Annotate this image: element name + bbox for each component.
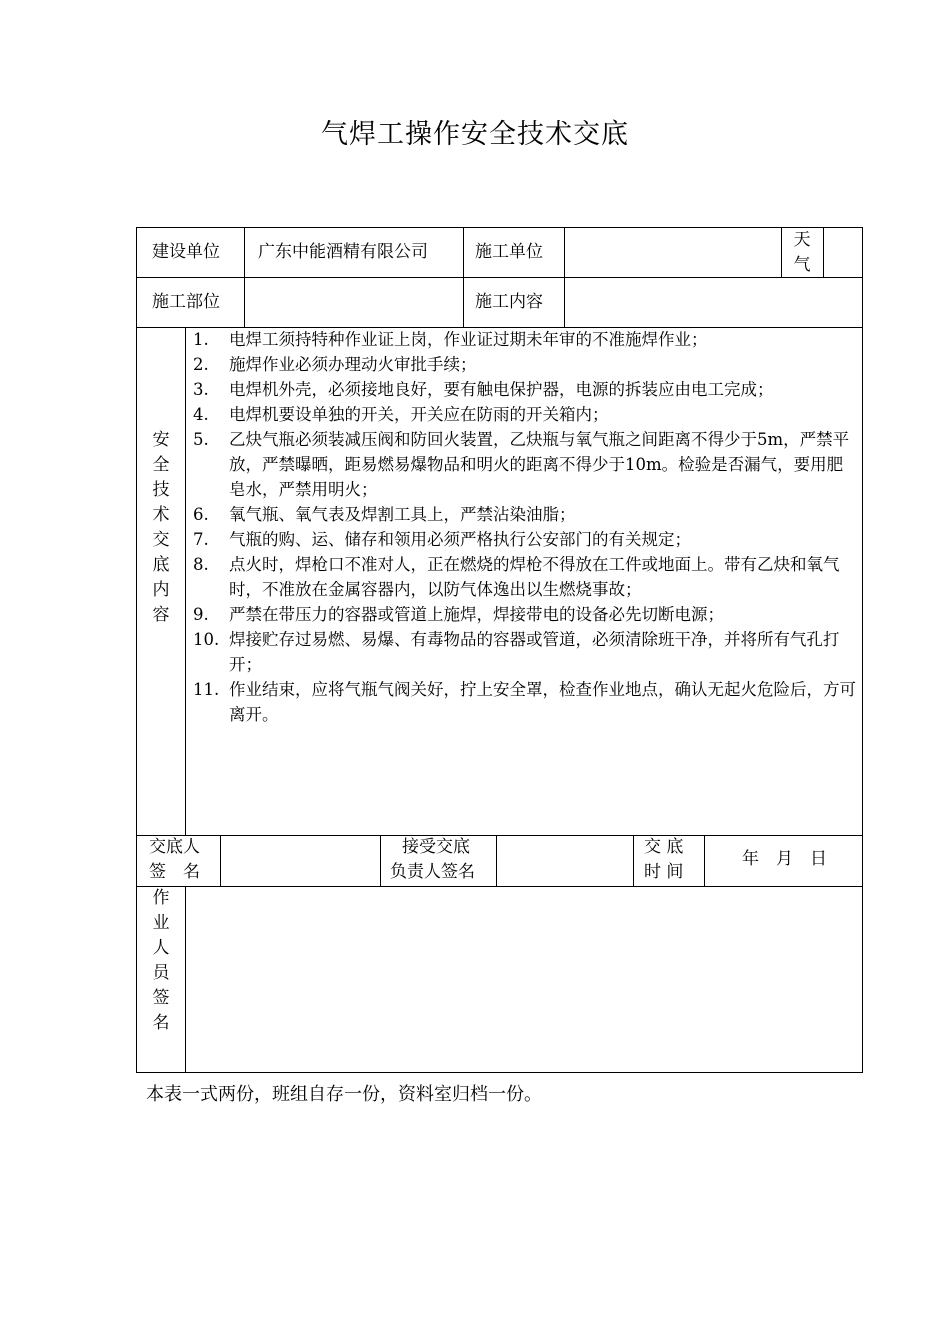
document-title: 气焊工操作安全技术交底 <box>321 119 629 150</box>
item-number: 3. <box>193 380 209 399</box>
safety-item-list <box>193 327 858 727</box>
item-text: 焊接贮存过易燃、易爆、有毒物品的容器或管道，必须清除班干净，并将所有气孔打开； <box>229 630 840 674</box>
item-number: 2. <box>193 355 209 374</box>
item-text: 严禁在带压力的容器或管道上施焊，焊接带电的设备必先切断电源； <box>229 605 724 624</box>
item-text: 施焊作业必须办理动火审批手续； <box>229 355 477 374</box>
disclosure-side-label: 安 全 技 术 交 底 内 容 <box>152 430 170 625</box>
date-field: 年 月 日 <box>742 849 827 869</box>
item-text: 电焊工须持特种作业证上岗，作业证过期未年审的不准施焊作业； <box>229 330 708 349</box>
list-item <box>193 502 858 527</box>
list-item <box>193 427 858 502</box>
item-number: 7. <box>193 530 209 549</box>
item-number: 6. <box>193 505 209 524</box>
table-rule <box>220 835 221 886</box>
table-rule <box>496 835 497 886</box>
item-number: 11. <box>193 680 220 699</box>
receiver-label-line1: 接受交底 <box>402 837 470 857</box>
table-rule <box>185 327 186 835</box>
discloser-label-line2: 签 名 <box>149 862 200 882</box>
list-item <box>193 552 858 602</box>
item-number: 1. <box>193 330 209 349</box>
table-rule <box>136 835 863 836</box>
part-label: 施工部位 <box>152 292 220 312</box>
table-rule <box>185 886 186 1073</box>
time-label-line2: 时 间 <box>644 862 684 882</box>
list-item <box>193 602 858 627</box>
item-number: 9. <box>193 605 209 624</box>
table-rule <box>136 886 863 887</box>
table-rule <box>244 227 245 327</box>
workers-side-label: 作 业 人 员 签 名 <box>152 888 170 1033</box>
table-rule <box>463 227 464 327</box>
item-text: 作业结束，应将气瓶气阀关好，拧上安全罩，检查作业地点，确认无起火危险后，方可离开。 <box>229 680 856 724</box>
discloser-label-line1: 交底人 <box>149 837 200 857</box>
owner-label: 建设单位 <box>152 242 220 262</box>
list-item <box>193 377 858 402</box>
time-label-line1: 交 底 <box>644 837 684 857</box>
table-rule <box>781 227 782 277</box>
table-rule <box>823 227 824 277</box>
item-number: 5. <box>193 430 209 449</box>
list-item <box>193 402 858 427</box>
item-number: 8. <box>193 555 209 574</box>
table-rule <box>136 277 863 278</box>
item-text: 电焊机要设单独的开关，开关应在防雨的开关箱内； <box>229 405 609 424</box>
list-item <box>193 677 858 727</box>
item-text: 乙炔气瓶必须装减压阀和防回火装置，乙炔瓶与氧气瓶之间距离不得少于5m，严禁平放，严禁曝晒，距易燃易爆物品和明火的距离不得少于10m。检验是否漏气，要用肥皂水，严禁用明火； <box>229 430 850 499</box>
table-rule <box>633 835 634 886</box>
table-rule <box>704 835 705 886</box>
footer-note: 本表一式两份，班组自存一份，资料室归档一份。 <box>146 1084 542 1105</box>
table-rule <box>380 835 381 886</box>
list-item <box>193 327 858 352</box>
weather-label: 天 气 <box>793 230 811 275</box>
list-item <box>193 527 858 552</box>
item-text: 氧气瓶、氧气表及焊割工具上，严禁沾染油脂； <box>229 505 576 524</box>
item-number: 10. <box>193 630 220 649</box>
content-label: 施工内容 <box>475 292 543 312</box>
item-number: 4. <box>193 405 209 424</box>
owner-value: 广东中能酒精有限公司 <box>258 242 428 262</box>
list-item <box>193 352 858 377</box>
item-text: 点火时，焊枪口不准对人，正在燃烧的焊枪不得放在工件或地面上。带有乙炔和氧气时，不准放在金属容器内，以防气体逸出以生燃烧事故； <box>229 555 840 599</box>
list-item <box>193 627 858 677</box>
item-text: 气瓶的购、运、储存和领用必须严格执行公安部门的有关规定； <box>229 530 691 549</box>
receiver-label-line2: 负责人签名 <box>390 862 475 882</box>
item-text: 电焊机外壳，必须接地良好，要有触电保护器，电源的拆装应由电工完成； <box>229 380 774 399</box>
contractor-label: 施工单位 <box>475 242 543 262</box>
table-rule <box>564 227 565 327</box>
